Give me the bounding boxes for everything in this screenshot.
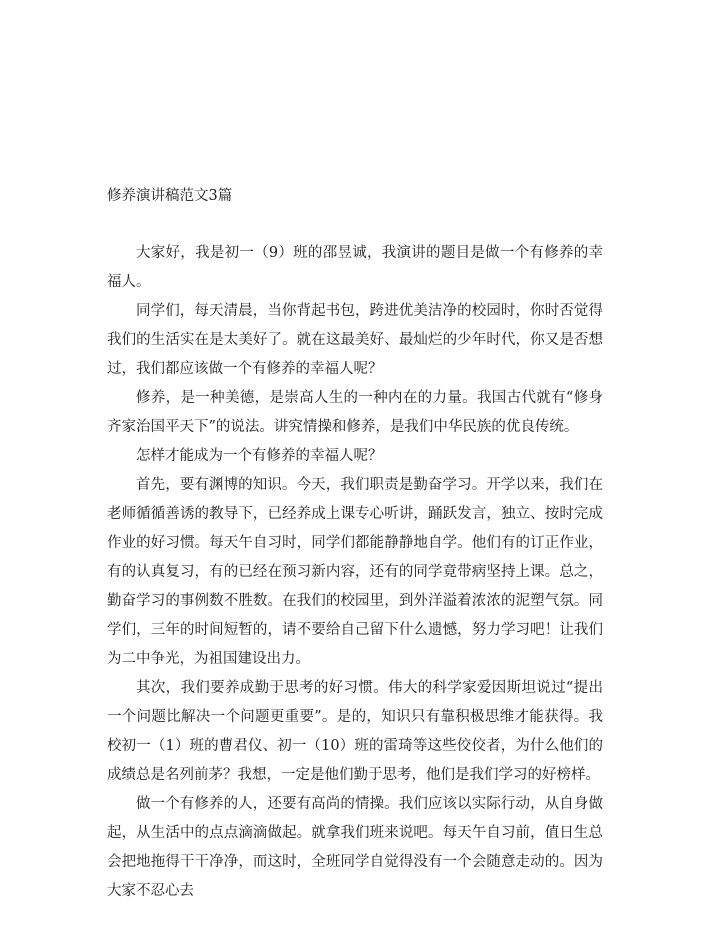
paragraph-knowledge: 首先，要有渊博的知识。今天，我们职责是勤奋学习。开学以来，我们在老师循循善诱的教导下，已经养成上课专心听讲，踊跃发言，独立、按时完成作业的好习惯。每天午自习时，同学们都能静静地自学。他们有的订正作业，有的认真复习，有的已经在预习新内容，还有的同学竟带病坚持上课。总之，勤奋学习的事例数不胜数。在我们的校园里，到外洋溢着浓浓的泥塑气氛。同学们，三年的时间短暂的，请不要给自己留下什么遗憾，努力学习吧！让我们为二中争光，为祖国建设出力。: [107, 477, 603, 667]
paragraph-morning: 同学们，每天清晨，当你背起书包，跨进优美洁净的校园时，你时否觉得我们的生活实在是太美好了。就在这最美好、最灿烂的少年时代，你又是否想过，我们都应该做一个有修养的幸福人呢？: [107, 303, 603, 377]
document-title: 修养演讲稿范文3篇: [107, 188, 233, 204]
paragraph-thinking: 其次，我们要养成勤于思考的好习惯。伟大的科学家爱因斯坦说过“提出一个问题比解决一个问题更重要”。是的，知识只有靠积极思维才能获得。我校初一（1）班的曹君仪、初一（10）班的雷琦等这些佼佼者，为什么他们的成绩总是名列前茅？我想，一定是他们勤于思考，他们是我们学习的好榜样。: [107, 680, 603, 783]
paragraph-virtue: 修养，是一种美德，是崇高人生的一种内在的力量。我国古代就有“修身齐家治国平天下”的说法。讲究情操和修养，是我们中华民族的优良传统。: [107, 390, 603, 435]
paragraph-greeting: 大家好，我是初一（9）班的邵昱诚，我演讲的题目是做一个有修养的幸福人。: [107, 245, 603, 290]
paragraph-sentiment: 做一个有修养的人，还要有高尚的情操。我们应该以实际行动，从自身做起，从生活中的点点滴滴做起。就拿我们班来说吧。每天午自习前，值日生总会把地拖得干干净净，而这时，全班同学自觉得没有一个会随意走动的。因为大家不忍心去: [107, 796, 603, 899]
document-body: [107, 239, 603, 906]
paragraph-question: 怎样才能成为一个有修养的幸福人呢？: [136, 448, 383, 464]
